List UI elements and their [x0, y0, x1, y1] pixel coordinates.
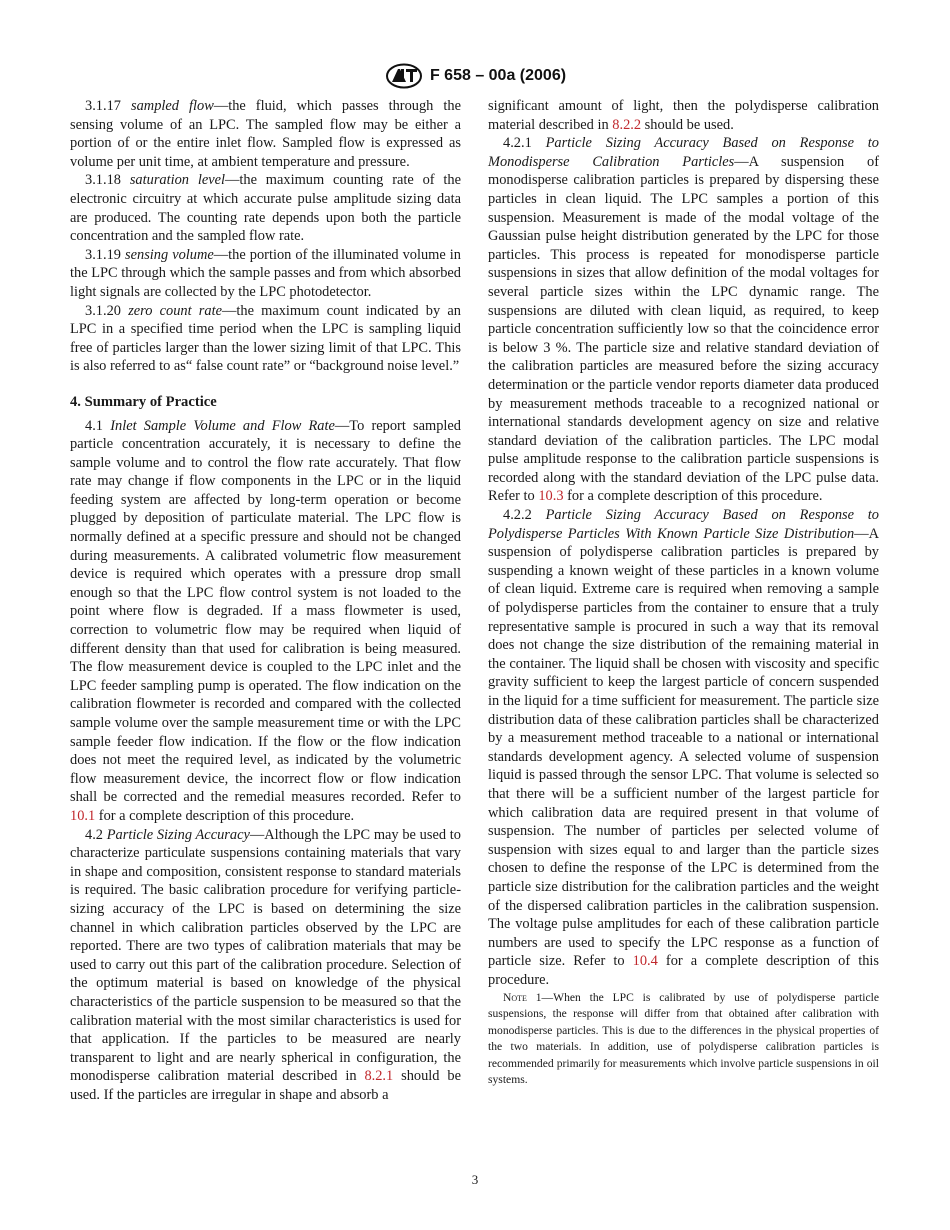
paragraph-4-1: 4.1 Inlet Sample Volume and Flow Rate—To report sampled particle concentration accurately, it is necessary to define the sample volume and to control the flow rate accurately. That flow rate may change if flow components in the LPC or in the liquid feeding system are affected by long-term operation or become plugged by deposition of particulate material. The LPC flow is normally defined at a specific pressure and should not be changed during measurements. A calibrated volumetric flow measurement device is required which operates with a pressure drop small enough so that the LPC flow control system is not loaded to the point where flow is degraded. If a mass flowmeter is used, correction to volumetric flow may be required when liquid of different density than that used for calibration is being measured. The flow measurement device is coupled to the LPC inlet and the LPC feeder sampling pump is operated. The flow indication on the calibration flowmeter is recorded and compared with the collected sample volume over the sample measurement time or with the LPC sample feeder flow indication. If the flow or the flow indication does not meet the required level, as indicated by the volumetric flow measurement device, the incorrect flow or flow indication shall be corrected and the remedial measures recorded. Refer to 10.1 for a complete description of this procedure.	[70, 417, 461, 824]
definition-3-1-19: 3.1.19 sensing volume—the portion of the illuminated volume in the LPC through which the sample passes and from which absorbed light signals are collected by the LPC photodetector.	[70, 246, 461, 300]
paragraph-4-2: 4.2 Particle Sizing Accuracy—Although the LPC may be used to characterize particulate suspensions containing materials that vary in shape and composition, consistent response to standard materials is required. The basic calibration procedure for verifying particle-sizing accuracy of the LPC is based on determining the size channel in which calibration particles observed by the LPC are reported. There are two types of calibration materials that may be used to carry out this part of the calibration procedure. Selection of the optimum material is based on knowledge of the physical characteristics of the particle suspension to be measured so that the calibration material with the most similar characteristics is used for that application. If the particles to be measured are nearly transparent to light and are nearly spherical in configuration, the monodisperse calibration material described in 8.2.1 should be used. If the particles are irregular in shape and absorb a	[70, 826, 461, 1103]
reference-link-8-2-2[interactable]: 8.2.2	[612, 116, 642, 133]
reference-link-8-2-1[interactable]: 8.2.1	[364, 1068, 394, 1085]
page-header	[0, 62, 950, 90]
definition-3-1-18: 3.1.18 saturation level—the maximum counting rate of the electronic circuitry at which accurate pulse amplitude sizing data are produced. The counting rate depends upon both the particle concentration and the sampled flow rate.	[70, 172, 461, 245]
reference-link-10-4[interactable]: 10.4	[632, 953, 658, 970]
page-number: 3	[471, 1172, 479, 1187]
paragraph-4-2-1: 4.2.1 Particle Sizing Accuracy Based on Response to Monodisperse Calibration Particles—A suspension of monodisperse calibration particles is prepared by dispersing these particles in clean liquid. The LPC samples a portion of this suspension. Measurement is made of the modal voltage of the Gaussian pulse height distribution generated by the LPC for those particles. This process is repeated for monodisperse particle suspensions in sizes that allow definition of the modal voltages for several particle sizes within the LPC dynamic range. The suspensions are diluted with clean liquid, as required, to keep particle concentration sufficiently low so that the coincidence error is below 3 %. The particle size and relative standard deviation of the calibration particles are measured before the sizing accuracy determination or the particle vendor reports diameter data produced by measurement methods traceable to a recognized national or international standards development agency on size and relative standard deviation of the calibration particles. The LPC modal pulse amplitude response to the calibration particle suspensions is recorded along with the standard deviation of the LPC pulse data. Refer to 10.3 for a complete description of this procedure.	[488, 135, 879, 505]
astm-logo-icon	[384, 63, 424, 89]
section-heading-4: 4. Summary of Practice	[70, 393, 217, 410]
paragraph-4-2-continued: significant amount of light, then the polydisperse calibration material described in 8.2.2 should be used.	[488, 98, 879, 133]
definition-3-1-20: 3.1.20 zero count rate—the maximum count indicated by an LPC in a specified time period when the LPC is sampling liquid free of particles larger than the lower sizing limit of that LPC. This is also referred to as“ false count rate” or “background noise level.”	[70, 302, 461, 375]
right-column	[488, 97, 879, 1089]
standard-designation: F 658 – 00a (2006)	[429, 67, 567, 84]
paragraph-4-2-2: 4.2.2 Particle Sizing Accuracy Based on Response to Polydisperse Particles With Known Particle Size Distribution—A suspension of polydisperse calibration particles is prepared by suspending a known weight of these particles in a known volume of clean liquid. Extreme care is required when removing a sample of polydisperse particles from the container to ensure that a truly representative sample is procured in such a way that its removal does not change the size distribution of the remaining material in the container. The liquid shall be chosen with viscosity and specific gravity sufficient to keep the largest particle of concern suspended in the liquid for a time sufficient for measurement. The particle size distribution data of these calibration particles shall be characterized by a measurement method traceable to a national or international standards development agency. A selected volume of suspension liquid is passed through the sensor LPC. That volume is selected so that there will be a sufficient number of the largest particle for which calibration data are required present in that volume of suspension. The number of particles per selected volume of suspension with sizes equal to and larger than the particle sizes chosen to define the response of the LPC is determined from the particle size distribution for the calibration particles and the weight of the dispersed calibration particles in the calibration suspension. The voltage pulse amplitudes for each of these calibration particle numbers are used to specify the LPC response as a function of particle size. Refer to 10.4 for a complete description of this procedure.	[488, 507, 880, 988]
left-column	[70, 97, 461, 1104]
reference-link-10-3[interactable]: 10.3	[538, 488, 564, 505]
note-1: Note 1—When the LPC is calibrated by use of polydisperse particle suspensions, the response will differ from that obtained after calibration with monodisperse particles. This is due to the differences in the physical properties of the two materials. In addition, use of polydisperse calibration particles is recommended primarily for measurements which involve particle suspensions in oil systems.	[488, 990, 879, 1087]
reference-link-10-1[interactable]: 10.1	[70, 807, 96, 824]
definition-3-1-17: 3.1.17 sampled flow—the fluid, which passes through the sensing volume of an LPC. The sampled flow may be either a portion of or the entire inlet flow. Sampled flow is expressed as volume per unit time, at ambient temperature and pressure.	[70, 98, 461, 170]
